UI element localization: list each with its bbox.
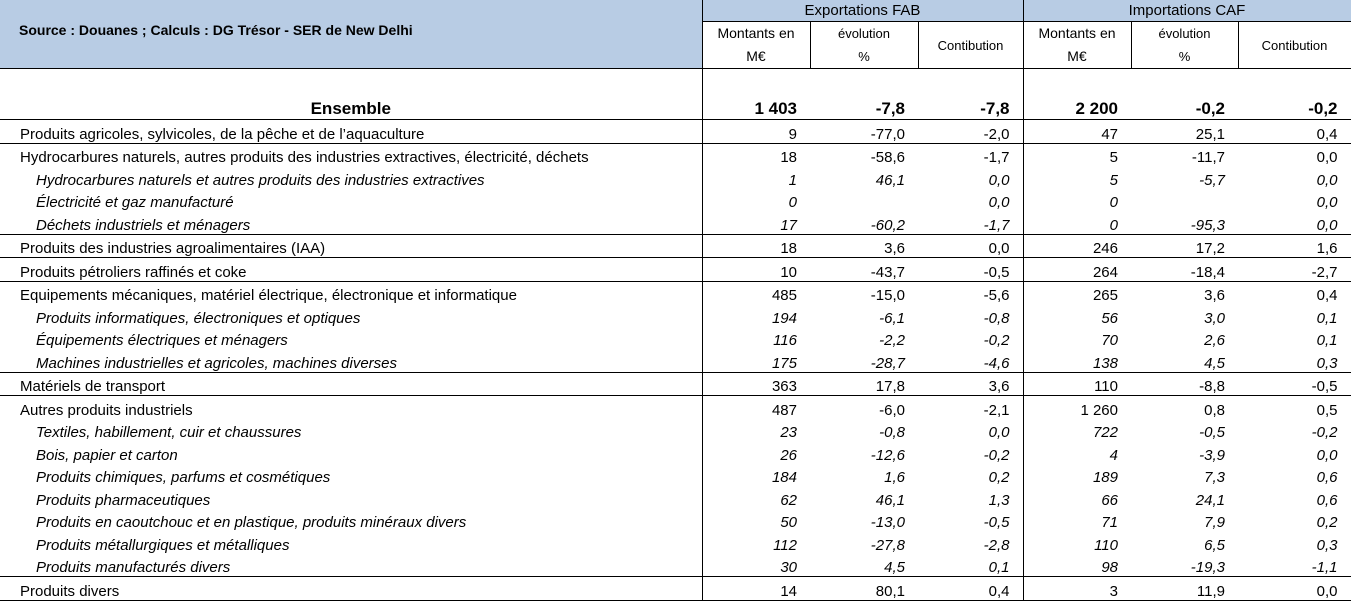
cell-imp-amount: 265	[1023, 281, 1131, 304]
cell-exp-evolution: 80,1	[810, 577, 918, 601]
table-row	[0, 281, 1351, 304]
exp-amount-header: Montants en M€	[702, 22, 810, 69]
cell-exp-contribution: 3,6	[918, 372, 1023, 396]
cell-imp-amount: 722	[1092, 424, 1118, 441]
total-label: Ensemble	[0, 69, 702, 120]
cell-imp-amount: 5	[1023, 143, 1131, 166]
cell-imp-amount: 47	[1023, 120, 1131, 144]
cell-exp-amount: 0	[788, 194, 797, 211]
cell-imp-evolution: 7,9	[1204, 514, 1225, 531]
table-row	[0, 304, 1351, 327]
cell-imp-contribution: 0,0	[1238, 577, 1351, 601]
cell-exp-contribution: -2,1	[918, 396, 1023, 419]
imp-amount-header: Montants en M€	[1023, 22, 1131, 69]
cell-imp-evolution: 4,5	[1204, 354, 1225, 372]
total-imp-evolution: -0,2	[1195, 99, 1225, 118]
cell-imp-contribution: 0,6	[1238, 486, 1351, 509]
cell-imp-evolution: 0,8	[1131, 396, 1238, 419]
cell-exp-amount: 175	[771, 354, 797, 372]
cell-exp-amount: 17	[780, 216, 797, 234]
table-row	[0, 441, 1351, 464]
cell-imp-amount: 138	[1092, 354, 1118, 372]
cell-imp-amount: 4	[1109, 446, 1118, 464]
cell-imp-contribution: -0,5	[1238, 372, 1351, 396]
cell-exp-evolution: 1,6	[884, 469, 905, 486]
imp-contribution-header: Contibution	[1238, 22, 1351, 69]
exports-group-header: Exportations FAB	[702, 0, 1023, 22]
cell-exp-evolution: -43,7	[810, 258, 918, 282]
row-label: Produits chimiques, parfums et cosmétiques	[0, 464, 702, 487]
cell-exp-evolution: -27,8	[870, 536, 905, 554]
row-label: Textiles, habillement, cuir et chaussures	[0, 419, 702, 442]
row-label: Bois, papier et carton	[0, 441, 702, 464]
cell-imp-evolution: -3,9	[1199, 446, 1225, 464]
cell-imp-amount: 1 260	[1023, 396, 1131, 419]
cell-exp-evolution: -28,7	[870, 354, 905, 372]
cell-exp-contribution: -2,0	[918, 120, 1023, 144]
row-label: Equipements mécaniques, matériel électrique, électronique et informatique	[0, 281, 702, 304]
row-label: Déchets industriels et ménagers	[0, 211, 702, 234]
cell-exp-amount: 14	[702, 577, 810, 601]
cell-exp-contribution: -0,5	[918, 258, 1023, 282]
cell-exp-evolution: -6,0	[810, 396, 918, 419]
total-imp-contribution: -0,2	[1238, 69, 1351, 120]
cell-imp-evolution: -8,8	[1131, 372, 1238, 396]
table-row	[0, 327, 1351, 350]
exp-contribution-header: Contibution	[918, 22, 1023, 69]
cell-exp-contribution: -2,8	[918, 531, 1023, 554]
cell-exp-contribution: 0,2	[918, 464, 1023, 487]
cell-exp-evolution	[810, 189, 918, 212]
cell-exp-amount: 50	[780, 514, 797, 531]
cell-exp-evolution: -0,8	[879, 424, 905, 441]
cell-exp-contribution: 0,0	[918, 189, 1023, 212]
cell-imp-contribution: 0,4	[1238, 120, 1351, 144]
cell-imp-amount: 110	[1094, 536, 1118, 554]
cell-imp-evolution: 25,1	[1131, 120, 1238, 144]
cell-exp-contribution: -5,6	[918, 281, 1023, 304]
row-label: Matériels de transport	[0, 372, 702, 396]
cell-imp-contribution: 0,6	[1238, 464, 1351, 487]
row-label: Produits agricoles, sylvicoles, de la pêche et de l’aquaculture	[0, 120, 702, 144]
cell-exp-evolution: -58,6	[810, 143, 918, 166]
row-label: Machines industrielles et agricoles, machines diverses	[0, 349, 702, 372]
cell-exp-evolution: -6,1	[879, 309, 905, 327]
cell-exp-evolution: -60,2	[870, 216, 905, 234]
cell-exp-amount: 363	[702, 372, 810, 396]
cell-imp-amount: 56	[1101, 309, 1118, 327]
cell-imp-evolution: 3,0	[1204, 309, 1225, 327]
cell-exp-contribution: -1,7	[918, 143, 1023, 166]
cell-imp-evolution: 17,2	[1131, 234, 1238, 258]
cell-exp-contribution: -4,6	[918, 349, 1023, 372]
cell-imp-amount: 71	[1101, 514, 1118, 531]
cell-exp-contribution: 0,4	[918, 577, 1023, 601]
cell-imp-contribution: 0,0	[1238, 211, 1351, 234]
table-row	[0, 166, 1351, 189]
cell-imp-contribution: 0,3	[1238, 531, 1351, 554]
cell-exp-contribution: -0,5	[918, 509, 1023, 532]
cell-exp-amount: 487	[702, 396, 810, 419]
cell-exp-amount: 194	[771, 309, 797, 327]
cell-imp-evolution: -11,7	[1131, 143, 1238, 166]
cell-imp-evolution: 11,9	[1131, 577, 1238, 601]
cell-imp-amount: 0	[1109, 216, 1118, 234]
total-exp-amount: 1 403	[754, 99, 797, 118]
table-row	[0, 258, 1351, 282]
cell-imp-evolution: -19,3	[1190, 559, 1225, 576]
cell-exp-amount: 18	[702, 143, 810, 166]
cell-exp-evolution: 46,1	[875, 171, 905, 189]
cell-imp-evolution: -95,3	[1190, 216, 1225, 234]
cell-imp-amount: 70	[1101, 332, 1118, 349]
cell-imp-contribution: 0,1	[1238, 327, 1351, 350]
row-label: Autres produits industriels	[0, 396, 702, 419]
cell-imp-contribution: 0,2	[1238, 509, 1351, 532]
cell-exp-contribution: -0,2	[918, 441, 1023, 464]
cell-exp-contribution: -0,8	[918, 304, 1023, 327]
cell-exp-amount: 485	[702, 281, 810, 304]
cell-exp-evolution: -15,0	[810, 281, 918, 304]
row-label: Produits informatiques, électroniques et optiques	[0, 304, 702, 327]
cell-imp-contribution: 0,1	[1238, 304, 1351, 327]
table-row	[0, 554, 1351, 577]
table-row	[0, 531, 1351, 554]
total-exp-contribution: -7,8	[918, 69, 1023, 120]
cell-imp-contribution: 0,4	[1238, 281, 1351, 304]
table-row	[0, 464, 1351, 487]
cell-imp-amount: 110	[1023, 372, 1131, 396]
cell-imp-evolution: -0,5	[1199, 424, 1225, 441]
cell-imp-amount: 3	[1023, 577, 1131, 601]
cell-exp-evolution: -13,0	[870, 514, 905, 531]
table-row	[0, 486, 1351, 509]
total-exp-evolution: -7,8	[875, 99, 905, 118]
cell-imp-contribution: 0,3	[1238, 349, 1351, 372]
cell-imp-contribution: 0,0	[1238, 143, 1351, 166]
cell-exp-contribution: 0,0	[918, 166, 1023, 189]
cell-exp-evolution: 17,8	[810, 372, 918, 396]
cell-imp-evolution: -5,7	[1199, 171, 1225, 189]
row-label: Équipements électriques et ménagers	[0, 327, 702, 350]
cell-imp-contribution: -1,1	[1238, 554, 1351, 577]
cell-exp-amount: 184	[771, 469, 797, 486]
cell-exp-evolution: -77,0	[810, 120, 918, 144]
cell-exp-evolution: 46,1	[875, 491, 905, 509]
table-row	[0, 211, 1351, 234]
cell-exp-contribution: 0,1	[918, 554, 1023, 577]
cell-exp-amount: 62	[780, 491, 797, 509]
cell-imp-evolution: -18,4	[1131, 258, 1238, 282]
row-label: Hydrocarbures naturels, autres produits des industries extractives, électricité, déchets	[0, 143, 702, 166]
table-row	[0, 509, 1351, 532]
table-row	[0, 349, 1351, 372]
cell-exp-amount: 116	[773, 332, 797, 349]
cell-exp-contribution: 0,0	[918, 234, 1023, 258]
table-row	[0, 577, 1351, 601]
cell-imp-evolution: 24,1	[1195, 491, 1225, 509]
imports-group-header: Importations CAF	[1023, 0, 1351, 22]
cell-imp-evolution: 6,5	[1204, 536, 1225, 554]
cell-exp-evolution: 3,6	[810, 234, 918, 258]
cell-imp-amount: 98	[1101, 559, 1118, 576]
cell-exp-contribution: 1,3	[918, 486, 1023, 509]
cell-exp-evolution: -12,6	[870, 446, 905, 464]
cell-exp-amount: 23	[780, 424, 797, 441]
table-row	[0, 189, 1351, 212]
cell-imp-amount: 264	[1023, 258, 1131, 282]
cell-imp-evolution: 2,6	[1204, 332, 1225, 349]
total-row	[0, 69, 1351, 120]
row-label: Produits manufacturés divers	[0, 554, 702, 577]
total-imp-amount: 2 200	[1075, 99, 1118, 118]
source-note: Source : Douanes ; Calculs : DG Trésor - SER de New Delhi	[0, 0, 702, 69]
row-label: Hydrocarbures naturels et autres produits des industries extractives	[0, 166, 702, 189]
row-label: Produits pharmaceutiques	[0, 486, 702, 509]
row-label: Produits métallurgiques et métalliques	[0, 531, 702, 554]
cell-imp-contribution: 0,0	[1238, 441, 1351, 464]
cell-imp-amount: 0	[1109, 194, 1118, 211]
cell-imp-contribution: 0,5	[1238, 396, 1351, 419]
cell-exp-amount: 112	[773, 536, 797, 554]
row-label: Produits en caoutchouc et en plastique, produits minéraux divers	[0, 509, 702, 532]
row-label: Produits pétroliers raffinés et coke	[0, 258, 702, 282]
cell-imp-contribution: -0,2	[1238, 419, 1351, 442]
table-row	[0, 396, 1351, 419]
cell-imp-amount: 189	[1092, 469, 1118, 486]
table-row	[0, 419, 1351, 442]
exp-evolution-header: évolution %	[810, 22, 918, 69]
cell-exp-amount: 9	[702, 120, 810, 144]
cell-imp-contribution: 0,0	[1238, 189, 1351, 212]
table-row	[0, 120, 1351, 144]
cell-exp-amount: 18	[702, 234, 810, 258]
cell-imp-evolution: 7,3	[1204, 469, 1225, 486]
cell-imp-evolution	[1131, 189, 1238, 212]
cell-exp-amount: 30	[780, 559, 797, 576]
cell-exp-amount: 10	[702, 258, 810, 282]
cell-imp-amount: 246	[1023, 234, 1131, 258]
cell-exp-contribution: -1,7	[918, 211, 1023, 234]
cell-imp-amount: 5	[1109, 171, 1118, 189]
cell-imp-evolution: 3,6	[1131, 281, 1238, 304]
cell-exp-amount: 1	[788, 171, 797, 189]
cell-imp-amount: 66	[1101, 491, 1118, 509]
cell-exp-amount: 26	[780, 446, 797, 464]
cell-exp-evolution: -2,2	[879, 332, 905, 349]
row-label: Produits divers	[0, 577, 702, 601]
table-row	[0, 234, 1351, 258]
table-row	[0, 143, 1351, 166]
row-label: Produits des industries agroalimentaires (IAA)	[0, 234, 702, 258]
cell-exp-contribution: 0,0	[918, 419, 1023, 442]
cell-exp-contribution: -0,2	[918, 327, 1023, 350]
row-label: Électricité et gaz manufacturé	[0, 189, 702, 212]
table-row	[0, 372, 1351, 396]
cell-exp-evolution: 4,5	[884, 559, 905, 576]
cell-imp-contribution: 1,6	[1238, 234, 1351, 258]
imp-evolution-header: évolution %	[1131, 22, 1238, 69]
cell-imp-contribution: 0,0	[1238, 166, 1351, 189]
cell-imp-contribution: -2,7	[1238, 258, 1351, 282]
